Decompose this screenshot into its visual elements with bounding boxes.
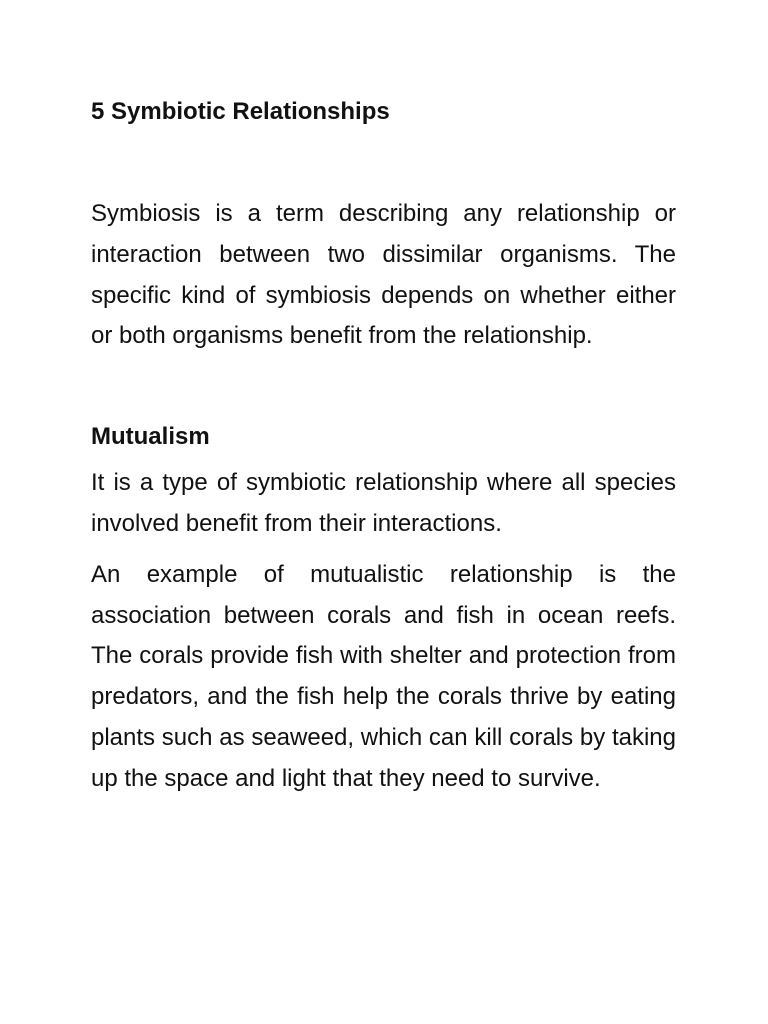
section-heading-mutualism: Mutualism: [91, 423, 210, 451]
mutualism-definition-paragraph: It is a type of symbiotic relationship where all species involved benefit from their interactions.: [91, 469, 676, 537]
mutualism-example-paragraph: An example of mutualistic relationship is the association between corals and fish in ocean reefs. The corals provide fish with shelter and protection from predators, and the fish help the corals thrive by eating plants such as seaweed, which can kill corals by taking up the space and light that they need to survive.: [91, 560, 676, 792]
document-page: [91, 92, 676, 800]
document-title: 5 Symbiotic Relationships: [91, 98, 390, 125]
intro-paragraph: Symbiosis is a term describing any relationship or interaction between two dissimilar organisms. The specific kind of symbiosis depends on whether either or both organisms benefit from the relationship.: [91, 200, 676, 350]
